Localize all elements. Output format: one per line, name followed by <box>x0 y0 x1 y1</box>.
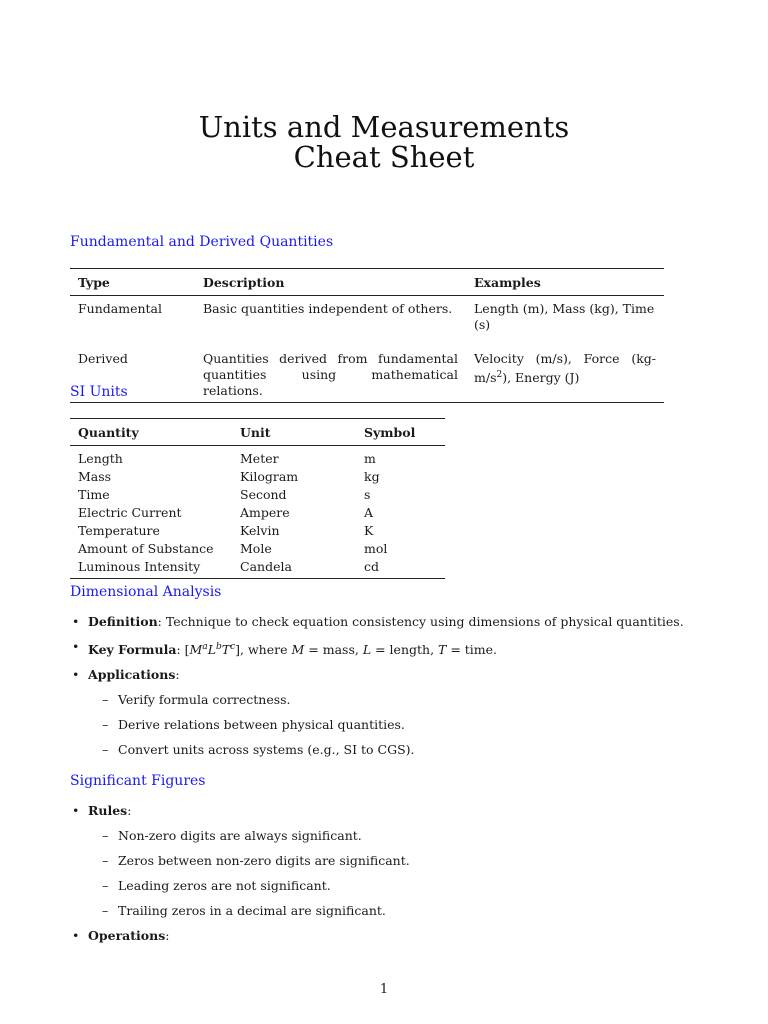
column-header: Type <box>70 269 195 296</box>
bullet-icon: • <box>72 667 80 683</box>
cell-symbol: mol <box>364 541 388 556</box>
column-header: Examples <box>466 269 664 296</box>
page-title <box>0 112 768 172</box>
cell-unit: Meter <box>240 451 279 466</box>
table-row <box>70 486 445 504</box>
table-row <box>70 504 445 522</box>
cell-quantity: Luminous Intensity <box>70 558 232 579</box>
table-row <box>70 558 445 579</box>
cell-quantity: Amount of Substance <box>78 541 214 556</box>
section-heading-quantities: Fundamental and Derived Quantities <box>70 234 334 250</box>
cell-examples: Length (m), Mass (kg), Time (s) <box>474 301 655 332</box>
column-header: Unit <box>232 419 356 446</box>
cell-unit: Kelvin <box>240 523 280 538</box>
cell-examples: Velocity (m/s), Force $(kg-m/s^2)$, Energy (J) <box>466 334 664 403</box>
dash-icon: – <box>102 717 109 733</box>
cell-quantity: Electric Current <box>78 505 182 520</box>
cell-symbol: cd <box>356 558 445 579</box>
cell-unit: Ampere <box>240 505 290 520</box>
bullet-icon: • <box>72 639 80 654</box>
section-heading-dimensional-analysis: Dimensional Analysis <box>70 584 222 600</box>
sublist-item: – Zeros between non-zero digits are significant. <box>102 853 410 868</box>
list-item: • Key Formula: $[M^aL^bT^c]$, where M = mass, L = length, T = time. <box>72 639 498 658</box>
cell-symbol: A <box>364 505 374 520</box>
sublist-item: – Non-zero digits are always significant. <box>102 828 362 843</box>
section-heading-si-units: SI Units <box>70 384 128 400</box>
table-header-row <box>70 269 664 296</box>
column-header: Quantity <box>70 419 232 446</box>
cell-quantity: Temperature <box>78 523 160 538</box>
bullet-icon: • <box>72 928 80 943</box>
significant-figures-list <box>70 803 690 944</box>
table-header-row <box>70 419 445 446</box>
sublist-item: – Derive relations between physical quantities. <box>102 717 405 733</box>
dash-icon: – <box>102 828 109 843</box>
table-row <box>70 446 445 469</box>
section-heading-significant-figures: Significant Figures <box>70 773 206 789</box>
column-header: Description <box>195 269 466 296</box>
cell-description: Quantities derived from fundamental quantities using mathematical relations. <box>195 334 466 403</box>
table-row <box>70 540 445 558</box>
cell-unit: Mole <box>240 541 272 556</box>
cell-unit: Second <box>240 487 287 502</box>
rules-sublist <box>88 828 690 919</box>
table-row <box>70 468 445 486</box>
si-units-table <box>70 418 445 579</box>
dash-icon: – <box>102 853 109 868</box>
cell-symbol: s <box>364 487 371 502</box>
cell-type: Derived <box>70 334 195 403</box>
cell-symbol: K <box>364 523 374 538</box>
cell-description: Basic quantities independent of others. <box>203 301 453 316</box>
cell-symbol: kg <box>364 469 380 484</box>
applications-sublist <box>88 692 690 758</box>
cell-symbol: m <box>364 451 376 466</box>
page-number: 1 <box>379 982 389 997</box>
list-item: • Operations: <box>72 928 170 943</box>
table-row <box>70 522 445 540</box>
cell-quantity: Length <box>78 451 123 466</box>
quantities-table <box>70 268 664 403</box>
table-row <box>70 296 664 335</box>
cell-type: Fundamental <box>78 301 163 316</box>
dimensional-analysis-list <box>70 614 690 758</box>
list-item: • Applications: – Verify formula correctness. – Derive relations between physical quantities. – Convert units across systems (e.g., SI to CGS). <box>70 667 690 758</box>
cell-unit: Kilogram <box>240 469 299 484</box>
column-header: Symbol <box>356 419 445 446</box>
dash-icon: – <box>102 692 109 708</box>
table-row <box>70 334 664 403</box>
dash-icon: – <box>102 878 109 893</box>
list-item: • Rules: – Non-zero digits are always significant. – Zeros between non-zero digits are significant. – Leading zeros are not significant. – Trailing zeros in a decimal are significant. <box>70 803 690 919</box>
dash-icon: – <box>102 903 109 918</box>
bullet-icon: • <box>72 614 80 629</box>
sublist-item: – Convert units across systems (e.g., SI to CGS). <box>102 742 415 758</box>
cell-quantity: Time <box>78 487 110 502</box>
dash-icon: – <box>102 742 109 758</box>
cell-unit: Candela <box>232 558 356 579</box>
sublist-item: – Verify formula correctness. <box>102 692 291 708</box>
bullet-icon: • <box>72 803 80 818</box>
cell-quantity: Mass <box>78 469 112 484</box>
title-line-2: Cheat Sheet <box>293 140 475 174</box>
sublist-item: – Trailing zeros in a decimal are significant. <box>102 903 386 918</box>
sublist-item: – Leading zeros are not significant. <box>102 878 331 893</box>
list-item: • Definition: Technique to check equation consistency using dimensions of physical quantities. <box>72 614 684 629</box>
title-line-1: Units and Measurements <box>198 110 570 144</box>
